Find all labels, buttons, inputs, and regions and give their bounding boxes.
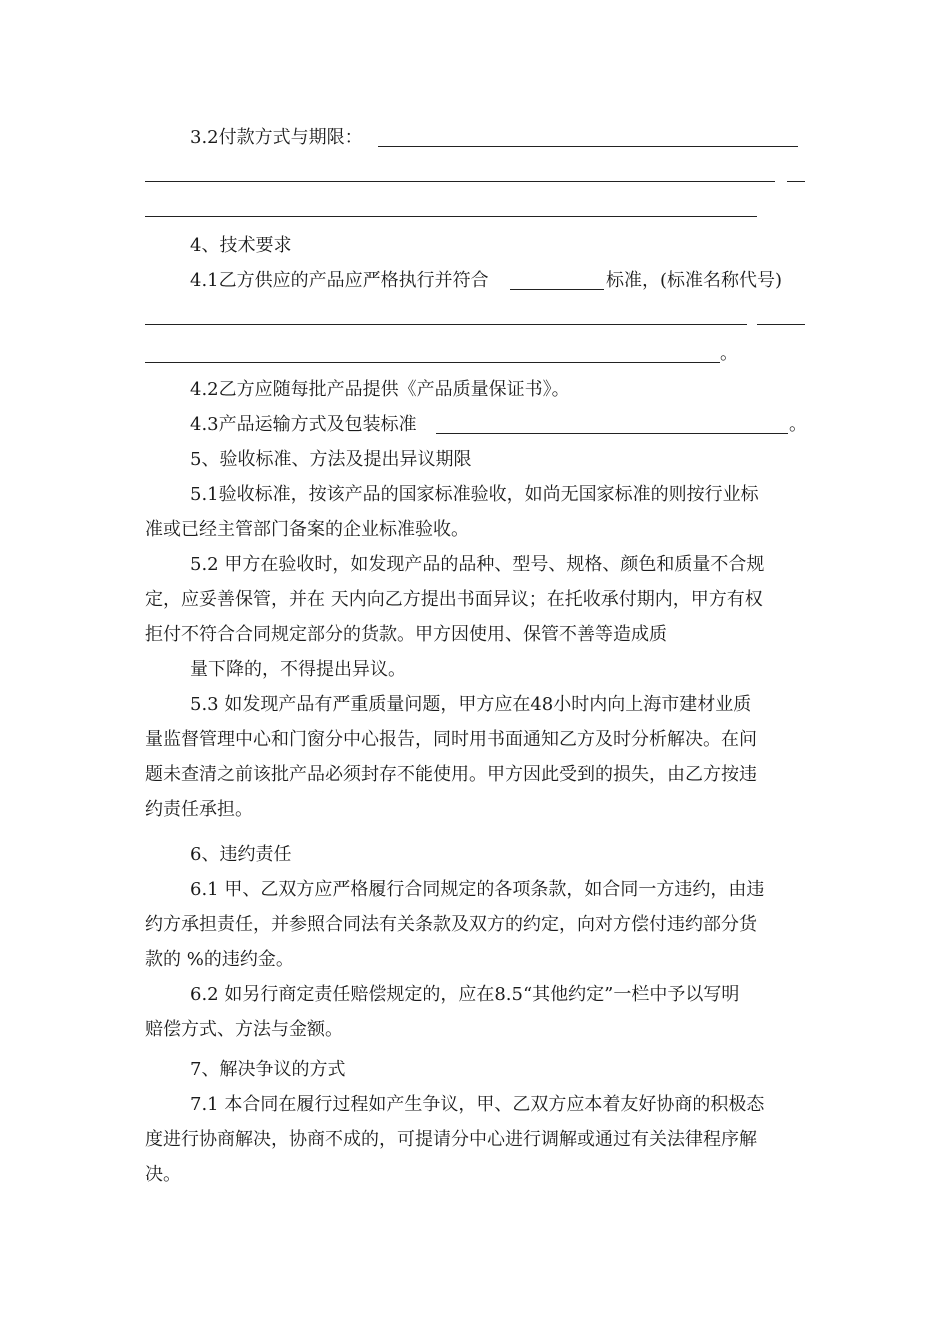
- clause-4-3-end: 。: [789, 414, 807, 435]
- clause-6-1-line2: 约方承担责任，并参照合同法有关条款及双方的约定，向对方偿付违约部分货: [145, 914, 757, 935]
- clause-6-2-line2: 赔偿方式、方法与金额。: [145, 1019, 343, 1040]
- blank-payment-terms-line2b: [787, 181, 805, 182]
- clause-5-3-line4: 约责任承担。: [145, 799, 253, 820]
- clause-5-3-line2: 量监督管理中心和门窗分中心报告，同时用书面通知乙方及时分析解决。在问: [145, 729, 757, 750]
- section-5-heading: 5、验收标准、方法及提出异议期限: [190, 449, 472, 470]
- clause-7-1-line1: 7.1 本合同在履行过程如产生争议，甲、乙双方应本着友好协商的积极态: [190, 1094, 765, 1115]
- clause-5-2-line1: 5.2 甲方在验收时，如发现产品的品种、型号、规格、颜色和质量不合规: [190, 554, 765, 575]
- blank-transport-packaging: [436, 433, 788, 434]
- clause-5-3-line3: 题未查清之前该批产品必须封存不能使用。甲方因此受到的损失，由乙方按违: [145, 764, 757, 785]
- clause-4-1-mid: 标准，(标准名称代号): [606, 270, 783, 291]
- blank-standard-name-line1: [145, 324, 747, 325]
- clause-6-1-line1: 6.1 甲、乙双方应严格履行合同规定的各项条款，如合同一方违约，由违: [190, 879, 765, 900]
- clause-5-2-line2: 定，应妥善保管，并在 天内向乙方提出书面异议；在托收承付期内，甲方有权: [145, 589, 763, 610]
- blank-payment-terms-line3: [145, 216, 757, 217]
- clause-5-3-line1: 5.3 如发现产品有严重质量问题，甲方应在48小时内向上海市建材业质: [190, 694, 752, 715]
- clause-5-2-line3: 拒付不符合合同规定部分的货款。甲方因使用、保管不善等造成质: [145, 624, 667, 645]
- section-4-heading: 4、技术要求: [190, 235, 292, 256]
- clause-7-1-line3: 决。: [145, 1164, 181, 1185]
- section-6-heading: 6、违约责任: [190, 844, 292, 865]
- clause-4-1-end: 。: [720, 343, 738, 364]
- blank-standard-name-line2: [145, 362, 720, 363]
- clause-6-1-line3: 款的 %的违约金。: [145, 949, 294, 970]
- blank-standard: [510, 289, 604, 290]
- clause-5-2-line4: 量下降的，不得提出异议。: [190, 659, 406, 680]
- blank-standard-name-line1b: [757, 324, 805, 325]
- clause-4-1-start: 4.1乙方供应的产品应严格执行并符合: [190, 270, 489, 291]
- clause-4-3-start: 4.3产品运输方式及包装标准: [190, 414, 417, 435]
- clause-7-1-line2: 度进行协商解决，协商不成的，可提请分中心进行调解或通过有关法律程序解: [145, 1129, 757, 1150]
- clause-5-1-line1: 5.1验收标准，按该产品的国家标准验收，如尚无国家标准的则按行业标: [190, 484, 759, 505]
- clause-3-2-label: 3.2付款方式与期限：: [190, 127, 363, 148]
- section-7-heading: 7、解决争议的方式: [190, 1059, 346, 1080]
- blank-payment-terms: [378, 146, 798, 147]
- clause-5-1-line2: 准或已经主管部门备案的企业标准验收。: [145, 519, 469, 540]
- clause-4-2: 4.2乙方应随每批产品提供《产品质量保证书》。: [190, 379, 570, 400]
- clause-6-2-line1: 6.2 如另行商定责任赔偿规定的，应在8.5“其他约定”一栏中予以写明: [190, 984, 740, 1005]
- blank-payment-terms-line2: [145, 181, 775, 182]
